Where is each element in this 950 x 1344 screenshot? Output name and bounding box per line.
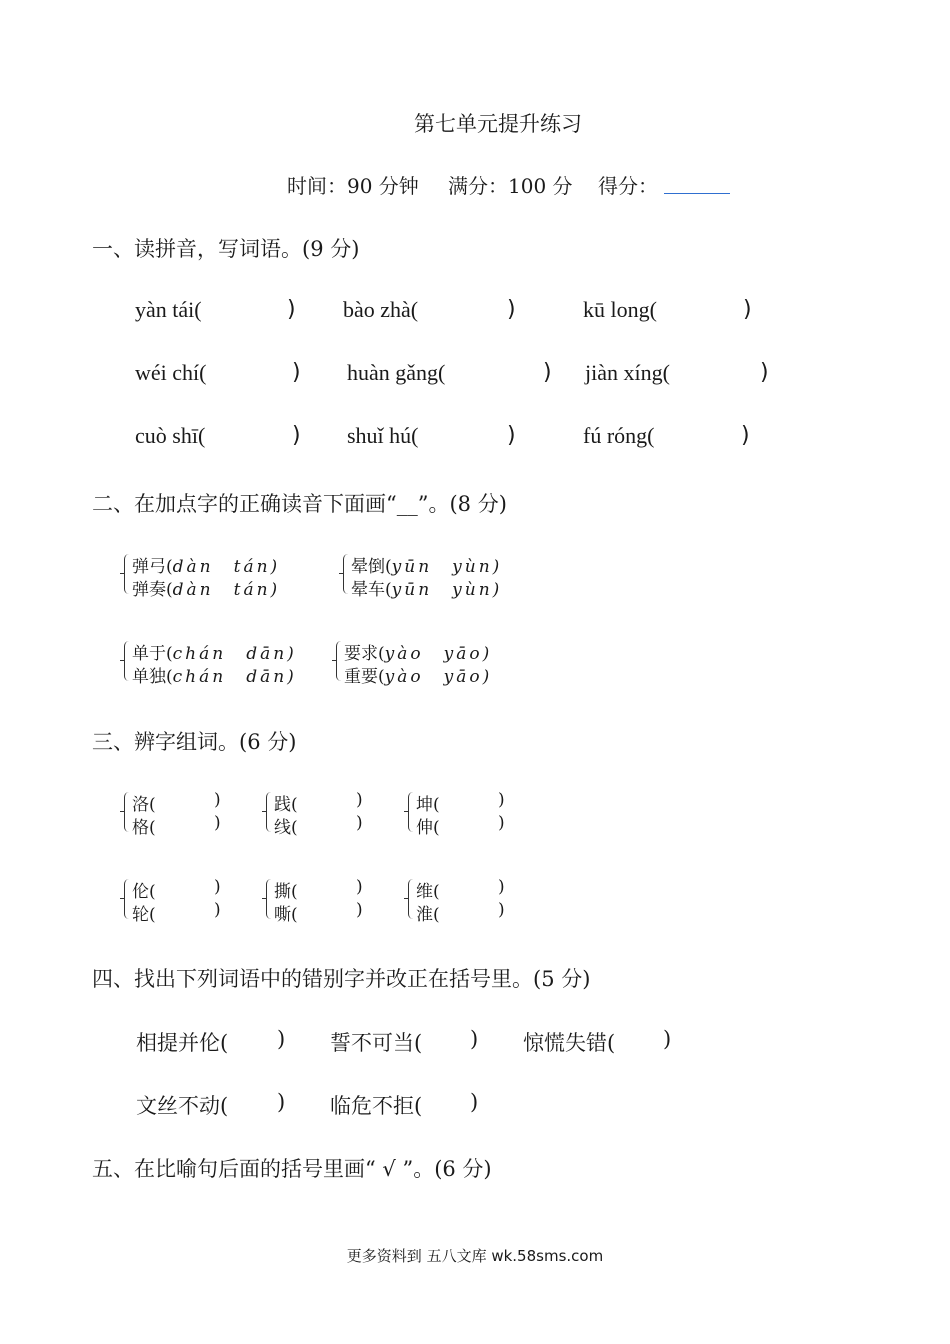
reading-options[interactable]: yào yāo): [384, 644, 493, 664]
close-paren: ): [356, 900, 363, 920]
page-title: 第七单元提升练习: [414, 112, 582, 136]
reading-options[interactable]: dàn tán): [172, 557, 281, 577]
brace-icon: [408, 879, 415, 919]
brace-icon: [266, 879, 273, 919]
section-3-heading: 三、辨字组词。(6 分): [92, 730, 297, 754]
pinyin-item: jiàn xíng(: [585, 360, 670, 385]
word: 晕车(: [351, 580, 392, 600]
close-paren: ): [214, 790, 221, 810]
pinyin-close: ): [507, 423, 516, 448]
char-label: 伸(: [416, 818, 440, 838]
score-blank[interactable]: [664, 193, 730, 194]
brace-icon: [343, 554, 350, 594]
word: 弹弓(: [132, 557, 173, 577]
reading-options[interactable]: chán dān): [172, 644, 297, 664]
word: 要求(: [344, 644, 385, 664]
close-paren: ): [214, 877, 221, 897]
full-score-label: 满分：100 分: [448, 174, 573, 198]
char-label: 格(: [132, 818, 156, 838]
footer-text: 更多资料到 五八文库 wk.58sms.com: [346, 1247, 604, 1265]
idiom-close: ): [277, 1027, 286, 1051]
char-label: 轮(: [132, 905, 156, 925]
idiom-item: 惊慌失错(: [523, 1031, 616, 1055]
pinyin-close: ): [743, 297, 752, 322]
section-5-heading: 五、在比喻句后面的括号里画“ √ ”。(6 分): [92, 1157, 492, 1181]
idiom-item: 临危不拒(: [330, 1094, 423, 1118]
brace-icon: [124, 879, 131, 919]
brace-icon: [408, 792, 415, 832]
word: 晕倒(: [351, 557, 392, 577]
close-paren: ): [214, 813, 221, 833]
pinyin-close: ): [507, 297, 516, 322]
reading-options[interactable]: chán dān): [172, 667, 297, 687]
brace-icon: [124, 641, 131, 681]
close-paren: ): [356, 877, 363, 897]
close-paren: ): [214, 900, 221, 920]
idiom-item: 誓不可当(: [330, 1031, 423, 1055]
char-label: 淮(: [416, 905, 440, 925]
pinyin-close: ): [292, 360, 301, 385]
score-label: 得分：: [598, 174, 658, 198]
pinyin-close: ): [741, 423, 750, 448]
close-paren: ): [498, 813, 505, 833]
reading-options[interactable]: yào yāo): [384, 667, 493, 687]
char-label: 践(: [274, 795, 298, 815]
pinyin-item: shuǐ hú(: [347, 423, 419, 448]
idiom-close: ): [277, 1090, 286, 1114]
brace-icon: [266, 792, 273, 832]
pinyin-item: bào zhà(: [343, 297, 419, 322]
char-label: 维(: [416, 882, 440, 902]
word: 单独(: [132, 667, 173, 687]
section-4-heading: 四、找出下列词语中的错别字并改正在括号里。(5 分): [92, 967, 591, 991]
close-paren: ): [356, 813, 363, 833]
pinyin-item: cuò shī(: [135, 423, 206, 448]
pinyin-close: ): [760, 360, 769, 385]
close-paren: ): [356, 790, 363, 810]
section-2-heading: 二、在加点字的正确读音下面画“__”。(8 分): [92, 492, 507, 516]
char-label: 伦(: [132, 882, 156, 902]
idiom-item: 相提并伦(: [136, 1031, 229, 1055]
pinyin-item: fú róng(: [583, 423, 655, 448]
section-1-heading: 一、读拼音，写词语。(9 分): [92, 237, 360, 261]
close-paren: ): [498, 790, 505, 810]
pinyin-item: kū long(: [583, 297, 657, 322]
char-label: 撕(: [274, 882, 298, 902]
reading-options[interactable]: yūn yùn): [391, 580, 503, 600]
idiom-item: 文丝不动(: [136, 1094, 229, 1118]
close-paren: ): [498, 900, 505, 920]
idiom-close: ): [470, 1090, 479, 1114]
pinyin-close: ): [287, 297, 296, 322]
pinyin-item: huàn gǎng(: [347, 360, 446, 385]
char-label: 坤(: [416, 795, 440, 815]
brace-icon: [124, 554, 131, 594]
word: 重要(: [344, 667, 385, 687]
pinyin-close: ): [292, 423, 301, 448]
idiom-close: ): [470, 1027, 479, 1051]
char-label: 嘶(: [274, 905, 298, 925]
word: 弹奏(: [132, 580, 173, 600]
idiom-close: ): [663, 1027, 672, 1051]
pinyin-item: wéi chí(: [135, 360, 207, 385]
pinyin-close: ): [543, 360, 552, 385]
close-paren: ): [498, 877, 505, 897]
time-label: 时间：90 分钟: [287, 174, 419, 198]
char-label: 洛(: [132, 795, 156, 815]
pinyin-item: yàn tái(: [135, 297, 202, 322]
word: 单于(: [132, 644, 173, 664]
brace-icon: [336, 641, 343, 681]
reading-options[interactable]: dàn tán): [172, 580, 281, 600]
reading-options[interactable]: yūn yùn): [391, 557, 503, 577]
char-label: 线(: [274, 818, 298, 838]
brace-icon: [124, 792, 131, 832]
